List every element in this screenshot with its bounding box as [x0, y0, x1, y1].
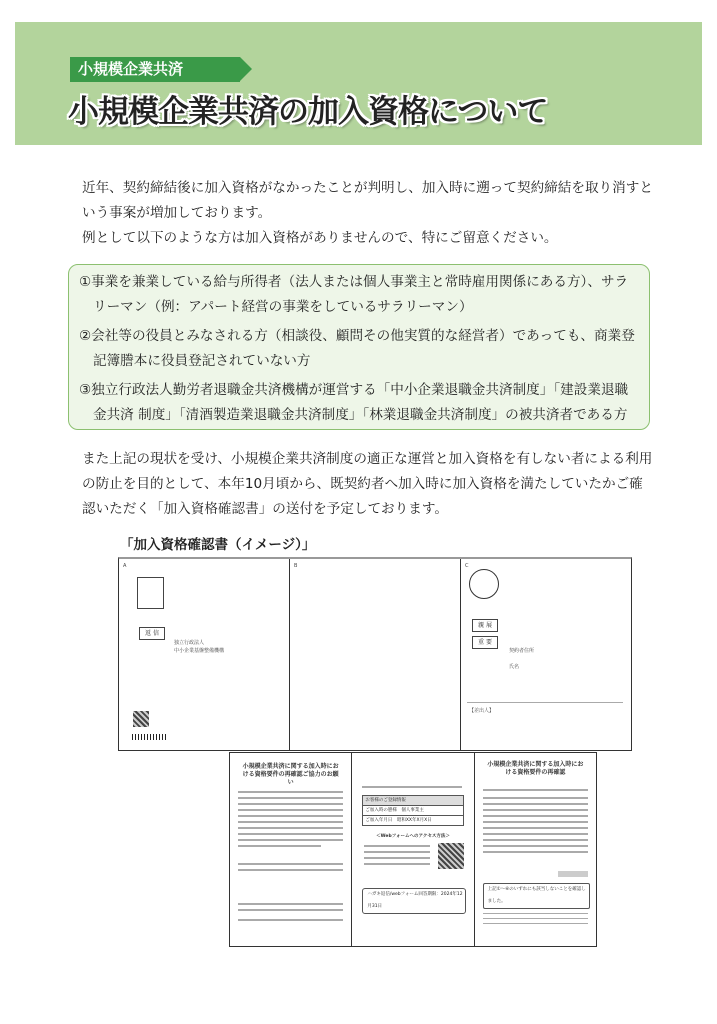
mockup-inner — [229, 752, 597, 947]
text-line — [483, 923, 588, 924]
text-line — [364, 863, 429, 865]
doc-request-page — [230, 753, 352, 946]
divider — [467, 702, 623, 703]
web-heading: ＜Webフォームへのアクセス方法＞ — [376, 834, 450, 839]
stamp-box — [137, 577, 164, 609]
text-line — [364, 851, 429, 853]
category-tag: 小規模企業共済 — [70, 57, 240, 82]
text-line — [483, 827, 588, 829]
panel-letter: A — [123, 563, 127, 569]
text-line — [483, 839, 588, 841]
org-line-2: 中小企業基盤整備機構 — [174, 648, 225, 654]
panel-letter: C — [465, 563, 469, 569]
name-label: 氏名 — [509, 664, 520, 670]
deadline-box: ハガキ返信/webフォーム回答期限：2024年12月31日 — [362, 888, 465, 914]
text-line — [238, 827, 343, 829]
example-item: ③独立行政法人勤労者退職金共済機構が運営する「中小企業退職金共済制度」「建設業退職金共済 制度」「清酒製造業退職金共済制度」「林業退職金共済制度」の被共済者である方 — [79, 382, 629, 423]
text-line — [238, 903, 343, 905]
text-line — [238, 919, 343, 921]
image-caption: 「加入資格確認書（イメージ）」 — [120, 537, 316, 553]
text-line — [483, 815, 588, 817]
registration-table — [362, 795, 463, 826]
qr-code-icon — [133, 711, 149, 727]
text-line — [483, 803, 588, 805]
text-line — [238, 815, 343, 817]
return-label: 返 信 — [139, 627, 165, 640]
confirmation-box: 上記①～⑥のいずれにも該当しないことを確認しました。 — [483, 883, 590, 909]
doc-title: 小規模企業共済に関する加入時における資格要件の再確認ご協力のお願い — [242, 763, 339, 786]
stamp-label: 重 要 — [472, 636, 498, 649]
text-line — [362, 786, 461, 788]
followup-paragraph — [68, 447, 654, 522]
example-item: ②会社等の役員とみなされる方（相談役、顧問その他実質的な経営者）であっても、商業登記簿謄本に役員登記されていない方 — [79, 328, 635, 369]
text-line — [483, 851, 588, 853]
page-title: 小規模企業共済の加入資格について — [68, 94, 548, 130]
qr-code-icon — [438, 843, 464, 869]
intro-paragraph — [68, 176, 654, 251]
text-line — [238, 821, 343, 823]
doc-registration-page — [352, 753, 474, 946]
text-line — [483, 809, 588, 811]
table-row: ご加入時の態様 個人事業主 — [363, 806, 462, 816]
text-line — [238, 803, 343, 805]
intro-text-2: 例として以下のような方は加入資格がありませんので、特にご留意ください。 — [82, 230, 558, 246]
panel-letter: B — [294, 563, 298, 569]
doc-confirmation-page — [475, 753, 596, 946]
followup-text: また上記の現状を受け、小規模企業共済制度の適正な運営と加入資格を有しない者による利用の防止を目的として、本年10月頃から、既契約者へ加入時に加入資格を満たしていたかご確認いただく「加入資格確認書」の送付を予定しております。 — [82, 451, 653, 517]
example-item: ①事業を兼業している給与所得者（法人または個人事業主と常時雇用関係にある方）、サラリーマン（例：アパート経営の事業をしているサラリーマン） — [79, 274, 629, 315]
stamp-label: 親 展 — [472, 619, 498, 632]
text-line — [483, 845, 588, 847]
check-tab — [558, 871, 588, 877]
text-line — [238, 833, 343, 835]
text-line — [238, 863, 343, 865]
text-line — [238, 845, 321, 847]
text-line — [238, 791, 343, 793]
table-header: お客様のご登録情報 — [363, 796, 462, 806]
text-line — [483, 821, 588, 823]
panel-a — [119, 559, 290, 750]
address-label: 契約者住所 — [509, 648, 535, 654]
panel-b — [290, 559, 461, 750]
text-line — [364, 857, 429, 859]
text-line — [483, 789, 588, 791]
text-line — [238, 809, 343, 811]
intro-text-1: 近年、契約締結後に加入資格がなかったことが判明し、加入時に遡って契約締結を取り消すという事案が増加しております。 — [82, 180, 653, 221]
examples-box — [68, 264, 650, 430]
text-line — [238, 797, 343, 799]
table-row: ご加入年月日 昭和XX年X月X日 — [365, 818, 432, 823]
barcode-icon — [132, 734, 168, 740]
text-line — [483, 913, 588, 914]
text-line — [483, 918, 588, 919]
text-line — [238, 869, 343, 871]
doc-title: 小規模企業共済に関する加入時における資格要件の再確認 — [487, 761, 584, 776]
text-line — [483, 797, 588, 799]
mockup-envelope — [118, 557, 632, 751]
text-line — [238, 909, 343, 911]
sender-label: 【差出人】 — [469, 708, 495, 714]
text-line — [238, 839, 343, 841]
text-line — [483, 833, 588, 835]
postmark-circle — [469, 569, 499, 599]
org-line-1: 独立行政法人 — [174, 640, 205, 646]
panel-c — [461, 559, 631, 750]
text-line — [364, 845, 429, 847]
